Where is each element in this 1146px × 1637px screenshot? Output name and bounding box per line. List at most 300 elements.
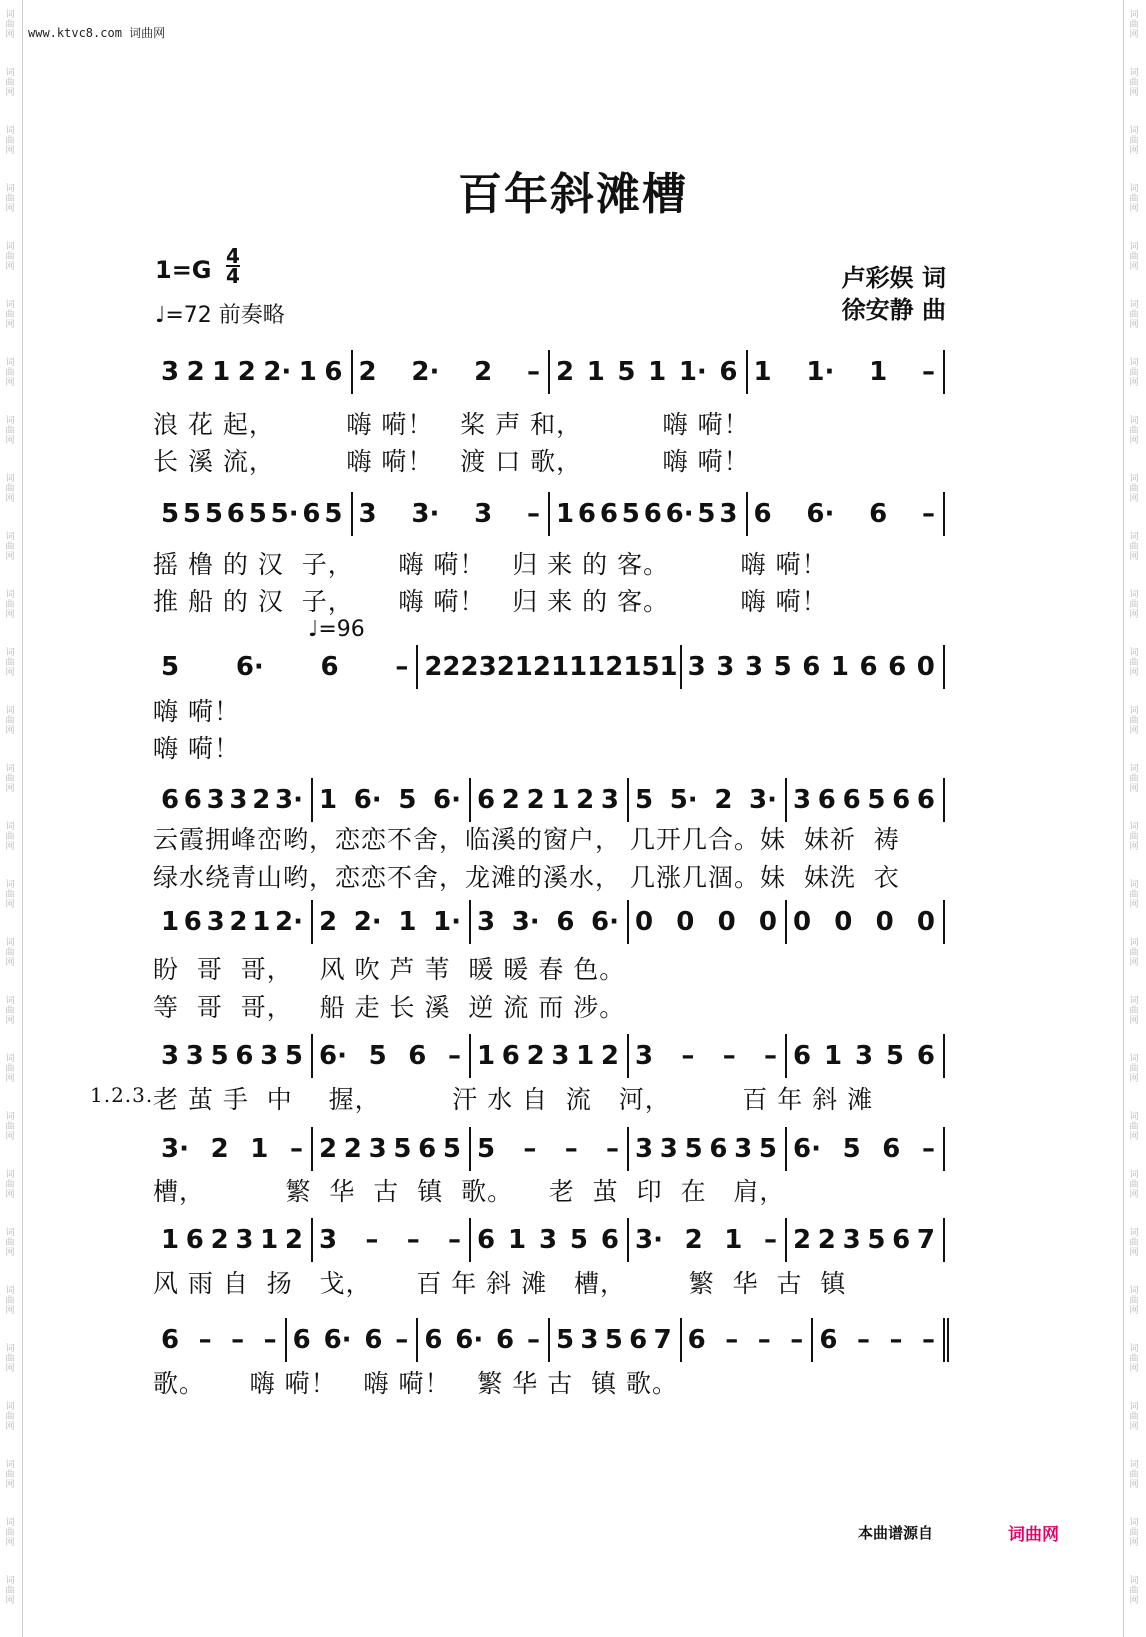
barline (311, 1218, 313, 1262)
measure (789, 900, 939, 944)
note: 3· (749, 785, 777, 815)
barline (469, 1127, 471, 1171)
measure (315, 1218, 465, 1262)
watermark-text: 词曲网 (1129, 938, 1139, 968)
watermark-text: 词曲网 (1129, 706, 1139, 736)
note: 3 (854, 1041, 874, 1071)
watermark-text: 词曲网 (5, 822, 15, 852)
note: 6 (600, 1225, 619, 1255)
barline (943, 1127, 945, 1171)
watermark-text: 词曲网 (1129, 590, 1139, 620)
barline (943, 778, 945, 822)
score-system (153, 1034, 988, 1078)
note: 6· (591, 907, 619, 937)
barline (943, 492, 945, 536)
note: – (289, 1134, 303, 1164)
note: 1 (477, 1041, 496, 1071)
watermark-text: 词曲网 (1129, 242, 1139, 272)
note: 1 (550, 652, 570, 682)
lyric-line: 推 船 的 汉 子， 嗨 嗬！ 归 来 的 客。 嗨 嗬！ (153, 587, 828, 616)
note: – (763, 1041, 777, 1071)
note: 6 (496, 1325, 515, 1355)
note: 0 (758, 907, 777, 937)
barline (785, 778, 787, 822)
note: 1 (724, 1225, 743, 1255)
note: 5 (442, 1134, 461, 1164)
note: 3· (511, 907, 540, 937)
watermark-text: 词曲网 (1129, 10, 1139, 40)
note: 3 (185, 1041, 204, 1071)
watermark-text: 词曲网 (5, 126, 15, 156)
note: 6 (161, 1325, 180, 1355)
note: 6 (793, 1041, 812, 1071)
tempo-change: ♩=96 (308, 617, 365, 642)
lyric-line: 长 溪 流， 嗨 嗬！ 渡 口 歌， 嗨 嗬！ (153, 447, 750, 476)
score-system (153, 1218, 988, 1262)
note: 6 (892, 1225, 911, 1255)
measure (789, 1034, 939, 1078)
barline (943, 1318, 949, 1362)
note: 3 (635, 1041, 654, 1071)
measure (789, 1127, 939, 1171)
note: 6· (353, 785, 382, 815)
note: 1 (551, 785, 570, 815)
note: 3 (206, 785, 225, 815)
note: 2 (358, 357, 377, 387)
measure (684, 645, 939, 689)
note: 5 (161, 499, 180, 529)
note: 5 (842, 1134, 861, 1164)
note: 2 (252, 785, 271, 815)
lyric-line: 摇 橹 的 汉 子， 嗨 嗬！ 归 来 的 客。 嗨 嗬！ (153, 550, 828, 579)
note: 3 (478, 652, 497, 682)
measure (631, 1034, 781, 1078)
verse-mark: 1.2.3. (90, 1083, 154, 1107)
note: 3 (358, 499, 377, 529)
note: 5 (398, 785, 417, 815)
note: 1· (806, 357, 835, 387)
note: 6 (556, 907, 575, 937)
barline (469, 1218, 471, 1262)
note: – (231, 1325, 245, 1355)
song-title: 百年斜滩槽 (458, 169, 688, 220)
watermark-text: 词曲网 (5, 416, 15, 446)
note: 3 (477, 907, 496, 937)
note: 3 (206, 907, 225, 937)
note: 5 (393, 1134, 412, 1164)
note: 6 (709, 1134, 728, 1164)
barline (811, 1318, 813, 1362)
note: 5 (324, 499, 343, 529)
measure (684, 1318, 808, 1362)
barline (311, 1127, 313, 1171)
note: 6· (793, 1134, 821, 1164)
note: 6 (161, 785, 180, 815)
note: – (526, 1325, 540, 1355)
note: 2 (210, 1134, 229, 1164)
lyric-line: 嗨 嗬！ (153, 734, 240, 763)
note: 5 (867, 1225, 886, 1255)
note: 6 (185, 1225, 204, 1255)
measure (315, 900, 465, 944)
measure (631, 778, 781, 822)
note: 1 (576, 1041, 595, 1071)
note: 5 (161, 652, 180, 682)
note: 2· (411, 357, 440, 387)
watermark-text: 词曲网 (1129, 1402, 1139, 1432)
footer-label: 本曲谱源自 (858, 1524, 934, 1542)
watermark-text: 词曲网 (1129, 822, 1139, 852)
note: 5 (773, 652, 792, 682)
watermark-text: 词曲网 (5, 1402, 15, 1432)
note: 3 (235, 1225, 254, 1255)
note: 3 (551, 1041, 570, 1071)
note: 2 (684, 1225, 703, 1255)
note: – (605, 1134, 619, 1164)
note: 6 (819, 1325, 838, 1355)
note: – (922, 499, 935, 529)
barline (627, 900, 629, 944)
measure (631, 900, 781, 944)
note: 6 (424, 1325, 443, 1355)
note: 3 (842, 1225, 861, 1255)
tempo-intro: ♩=72 前奏略 (155, 303, 285, 328)
note: – (447, 1041, 461, 1071)
note: 5 (641, 652, 660, 682)
score-system (153, 492, 988, 536)
barline (746, 492, 748, 536)
note: – (564, 1134, 578, 1164)
watermark-text: 词曲网 (1129, 1576, 1139, 1606)
watermark-text: 词曲网 (1129, 1518, 1139, 1548)
note: 6 (235, 1041, 254, 1071)
lyric-line: 等 哥 哥， 船 走 长 溪 逆 流 而 涉。 (153, 993, 626, 1022)
note: 2 (319, 907, 338, 937)
lyric-line: 歌。 嗨 嗬！ 嗨 嗬！ 繁 华 古 镇 歌。 (153, 1369, 679, 1398)
watermark-text: 词曲网 (5, 1054, 15, 1084)
note: – (681, 1041, 695, 1071)
watermark-text: 词曲网 (1129, 532, 1139, 562)
note: – (365, 1225, 379, 1255)
measure (552, 1318, 676, 1362)
note: 2 (817, 1225, 836, 1255)
note: 2 (343, 1134, 362, 1164)
barline (785, 900, 787, 944)
note: 2 (442, 652, 461, 682)
measure (420, 1318, 544, 1362)
note: 2 (496, 652, 515, 682)
note: 5 (684, 1134, 703, 1164)
score-system (153, 1127, 988, 1171)
note: 2 (319, 1134, 338, 1164)
note: – (922, 357, 935, 387)
watermark-text: 词曲网 (1129, 358, 1139, 388)
measure (157, 1318, 281, 1362)
time-signature: 4 4 (226, 244, 240, 288)
measure (631, 1218, 781, 1262)
note: 1 (753, 357, 772, 387)
note: 5 (210, 1041, 229, 1071)
note: 6 (408, 1041, 427, 1071)
watermark-text: 词曲网 (1129, 300, 1139, 330)
note: 1 (298, 357, 317, 387)
note: 6· (433, 785, 461, 815)
measure (552, 350, 742, 394)
note: 5 (621, 499, 640, 529)
watermark-text: 词曲网 (5, 1228, 15, 1258)
note: 6· (455, 1325, 484, 1355)
note: 2· (353, 907, 382, 937)
watermark-text: 词曲网 (1129, 996, 1139, 1026)
source-url[interactable]: www.ktvc8.com 词曲网 (28, 26, 166, 40)
note: 2 (532, 652, 551, 682)
note: 3 (635, 1134, 654, 1164)
measure (355, 350, 545, 394)
lyric-line: 绿水绕青山哟，恋恋不舍，龙滩的溪水， 几涨几涸。妹 妹洗 衣 (153, 863, 900, 892)
note: 5 (284, 1041, 303, 1071)
barline (548, 1318, 550, 1362)
watermark-text: 词曲网 (1129, 1286, 1139, 1316)
key-signature: 1=G (155, 256, 212, 284)
note: 2· (274, 907, 303, 937)
note: 6 (892, 785, 911, 815)
measure (473, 1218, 623, 1262)
note: 6· (319, 1041, 347, 1071)
barline (627, 1218, 629, 1262)
note: 2 (210, 1225, 229, 1255)
watermark-text: 词曲网 (1129, 1054, 1139, 1084)
note: 1 (830, 652, 849, 682)
note: 6 (183, 785, 202, 815)
measure (552, 492, 742, 536)
watermark-text: 词曲网 (5, 300, 15, 330)
watermark-text: 词曲网 (5, 1286, 15, 1316)
note: 5 (204, 499, 223, 529)
note: 6 (501, 1041, 520, 1071)
barline (311, 1034, 313, 1078)
barline (351, 350, 353, 394)
note: – (722, 1041, 736, 1071)
watermark-text: 词曲网 (5, 880, 15, 910)
measure (789, 1218, 939, 1262)
note: 3 (368, 1134, 387, 1164)
watermark-text: 词曲网 (5, 68, 15, 98)
note: 2 (526, 785, 545, 815)
barline (548, 350, 550, 394)
note: 3 (687, 652, 706, 682)
note: 6 (477, 1225, 496, 1255)
lyric-line: 嗨 嗬！ (153, 697, 240, 726)
note: 6· (665, 499, 694, 529)
lyric-line: 浪 花 起， 嗨 嗬！ 桨 声 和， 嗨 嗬！ (153, 410, 750, 439)
note: 2 (424, 652, 443, 682)
note: 6 (817, 785, 836, 815)
barline (416, 645, 418, 689)
measure (315, 778, 465, 822)
measure (289, 1318, 413, 1362)
barline (943, 900, 945, 944)
lyric-line: 盼 哥 哥， 风 吹 芦 苇 暖 暖 春 色。 (153, 955, 626, 984)
note: 6 (802, 652, 821, 682)
note: 1 (507, 1225, 527, 1255)
note: 1 (823, 1041, 843, 1071)
note: 3 (744, 652, 764, 682)
note: 3 (659, 1134, 678, 1164)
score-system (153, 645, 988, 689)
note: 6 (324, 357, 343, 387)
measure (473, 900, 623, 944)
footer-brand[interactable]: 词曲网 (1008, 1525, 1059, 1545)
note: 2· (263, 357, 292, 387)
measure (473, 778, 623, 822)
note: 0 (635, 907, 654, 937)
measure (157, 900, 307, 944)
note: 3 (474, 499, 493, 529)
measure (789, 778, 939, 822)
note: – (856, 1325, 870, 1355)
note: 0 (793, 907, 812, 937)
note: 1 (319, 785, 338, 815)
barline (311, 900, 313, 944)
note: 6 (842, 785, 861, 815)
watermark-text: 词曲网 (5, 1576, 15, 1606)
barline (680, 1318, 682, 1362)
note: 1 (161, 1225, 180, 1255)
watermark-text: 词曲网 (5, 532, 15, 562)
note: 2 (556, 357, 575, 387)
barline (285, 1318, 287, 1362)
measure (815, 1318, 939, 1362)
barline (627, 778, 629, 822)
note: 3· (274, 785, 303, 815)
note: 6 (882, 1134, 901, 1164)
note: 3 (319, 1225, 338, 1255)
measure (355, 492, 545, 536)
note: 3 (161, 1041, 180, 1071)
watermark-text: 词曲网 (1129, 1460, 1139, 1490)
score-system (153, 1318, 988, 1362)
barline (351, 492, 353, 536)
note: 6 (916, 785, 935, 815)
note: – (921, 1134, 935, 1164)
note: 2 (714, 785, 733, 815)
note: 2 (229, 907, 248, 937)
score-system (153, 900, 988, 944)
note: 5 (368, 1041, 387, 1071)
note: 2 (600, 1041, 619, 1071)
score-system (153, 350, 988, 394)
barline (627, 1127, 629, 1171)
watermark-text: 词曲网 (5, 996, 15, 1026)
lyric-line: 风 雨 自 扬 戈， 百 年 斜 滩 槽， 繁 华 古 镇 (153, 1269, 847, 1298)
barline (469, 778, 471, 822)
note: – (395, 1325, 409, 1355)
note: – (725, 1325, 739, 1355)
watermark-text: 词曲网 (5, 648, 15, 678)
note: 1 (659, 652, 678, 682)
note: 6 (418, 1134, 437, 1164)
note: 2 (284, 1225, 303, 1255)
note: 6 (643, 499, 662, 529)
note: – (395, 652, 409, 682)
note: – (790, 1325, 804, 1355)
measure (420, 645, 678, 689)
left-watermark-strip (0, 0, 23, 1637)
note: 6 (226, 499, 245, 529)
watermark-text: 词曲网 (5, 358, 15, 388)
barline (680, 645, 682, 689)
note: 6 (859, 652, 878, 682)
note: 3· (411, 499, 440, 529)
note: 6· (806, 499, 835, 529)
note: 6 (916, 1041, 935, 1071)
barline (943, 1034, 945, 1078)
note: 1 (587, 652, 606, 682)
note: – (889, 1325, 903, 1355)
measure (157, 1127, 307, 1171)
watermark-text: 词曲网 (1129, 1344, 1139, 1374)
note: 6 (320, 652, 339, 682)
watermark-text: 词曲网 (5, 590, 15, 620)
note: 6 (183, 907, 202, 937)
watermark-text: 词曲网 (5, 242, 15, 272)
note: 0 (717, 907, 736, 937)
note: – (527, 357, 540, 387)
note: – (198, 1325, 212, 1355)
note: – (263, 1325, 277, 1355)
note: 1 (586, 357, 605, 387)
lyricist: 卢彩娱 词 (841, 264, 946, 292)
measure (315, 1127, 465, 1171)
note: 2 (526, 1041, 545, 1071)
note: 6 (292, 1325, 311, 1355)
note: 7 (653, 1325, 672, 1355)
note: 3 (719, 499, 738, 529)
note: 1· (678, 357, 707, 387)
note: 6· (323, 1325, 352, 1355)
barline (785, 1034, 787, 1078)
note: – (757, 1325, 771, 1355)
watermark-text: 词曲网 (5, 1112, 15, 1142)
note: – (921, 1325, 935, 1355)
watermark-text: 词曲网 (5, 764, 15, 794)
watermark-text: 词曲网 (5, 1170, 15, 1200)
watermark-text: 词曲网 (5, 1518, 15, 1548)
note: 1· (433, 907, 461, 937)
measure (157, 350, 347, 394)
watermark-text: 词曲网 (1129, 184, 1139, 214)
note: 2 (576, 785, 595, 815)
note: 0 (916, 907, 935, 937)
note: 5· (270, 499, 299, 529)
lyric-line: 云霞拥峰峦哟，恋恋不舍，临溪的窗户， 几开几合。妹 妹祈 祷 (153, 825, 900, 854)
note: 1 (869, 357, 888, 387)
barline (416, 1318, 418, 1362)
watermark-text: 词曲网 (5, 184, 15, 214)
note: 6 (364, 1325, 383, 1355)
measure (750, 350, 940, 394)
note: 6 (869, 499, 888, 529)
note: 5 (697, 499, 716, 529)
note: 6 (477, 785, 496, 815)
note: 1 (398, 907, 417, 937)
note: – (447, 1225, 461, 1255)
note: – (523, 1134, 537, 1164)
note: 6 (687, 1325, 706, 1355)
note: 5 (885, 1041, 904, 1071)
watermark-text: 词曲网 (5, 706, 15, 736)
note: 3 (538, 1225, 558, 1255)
